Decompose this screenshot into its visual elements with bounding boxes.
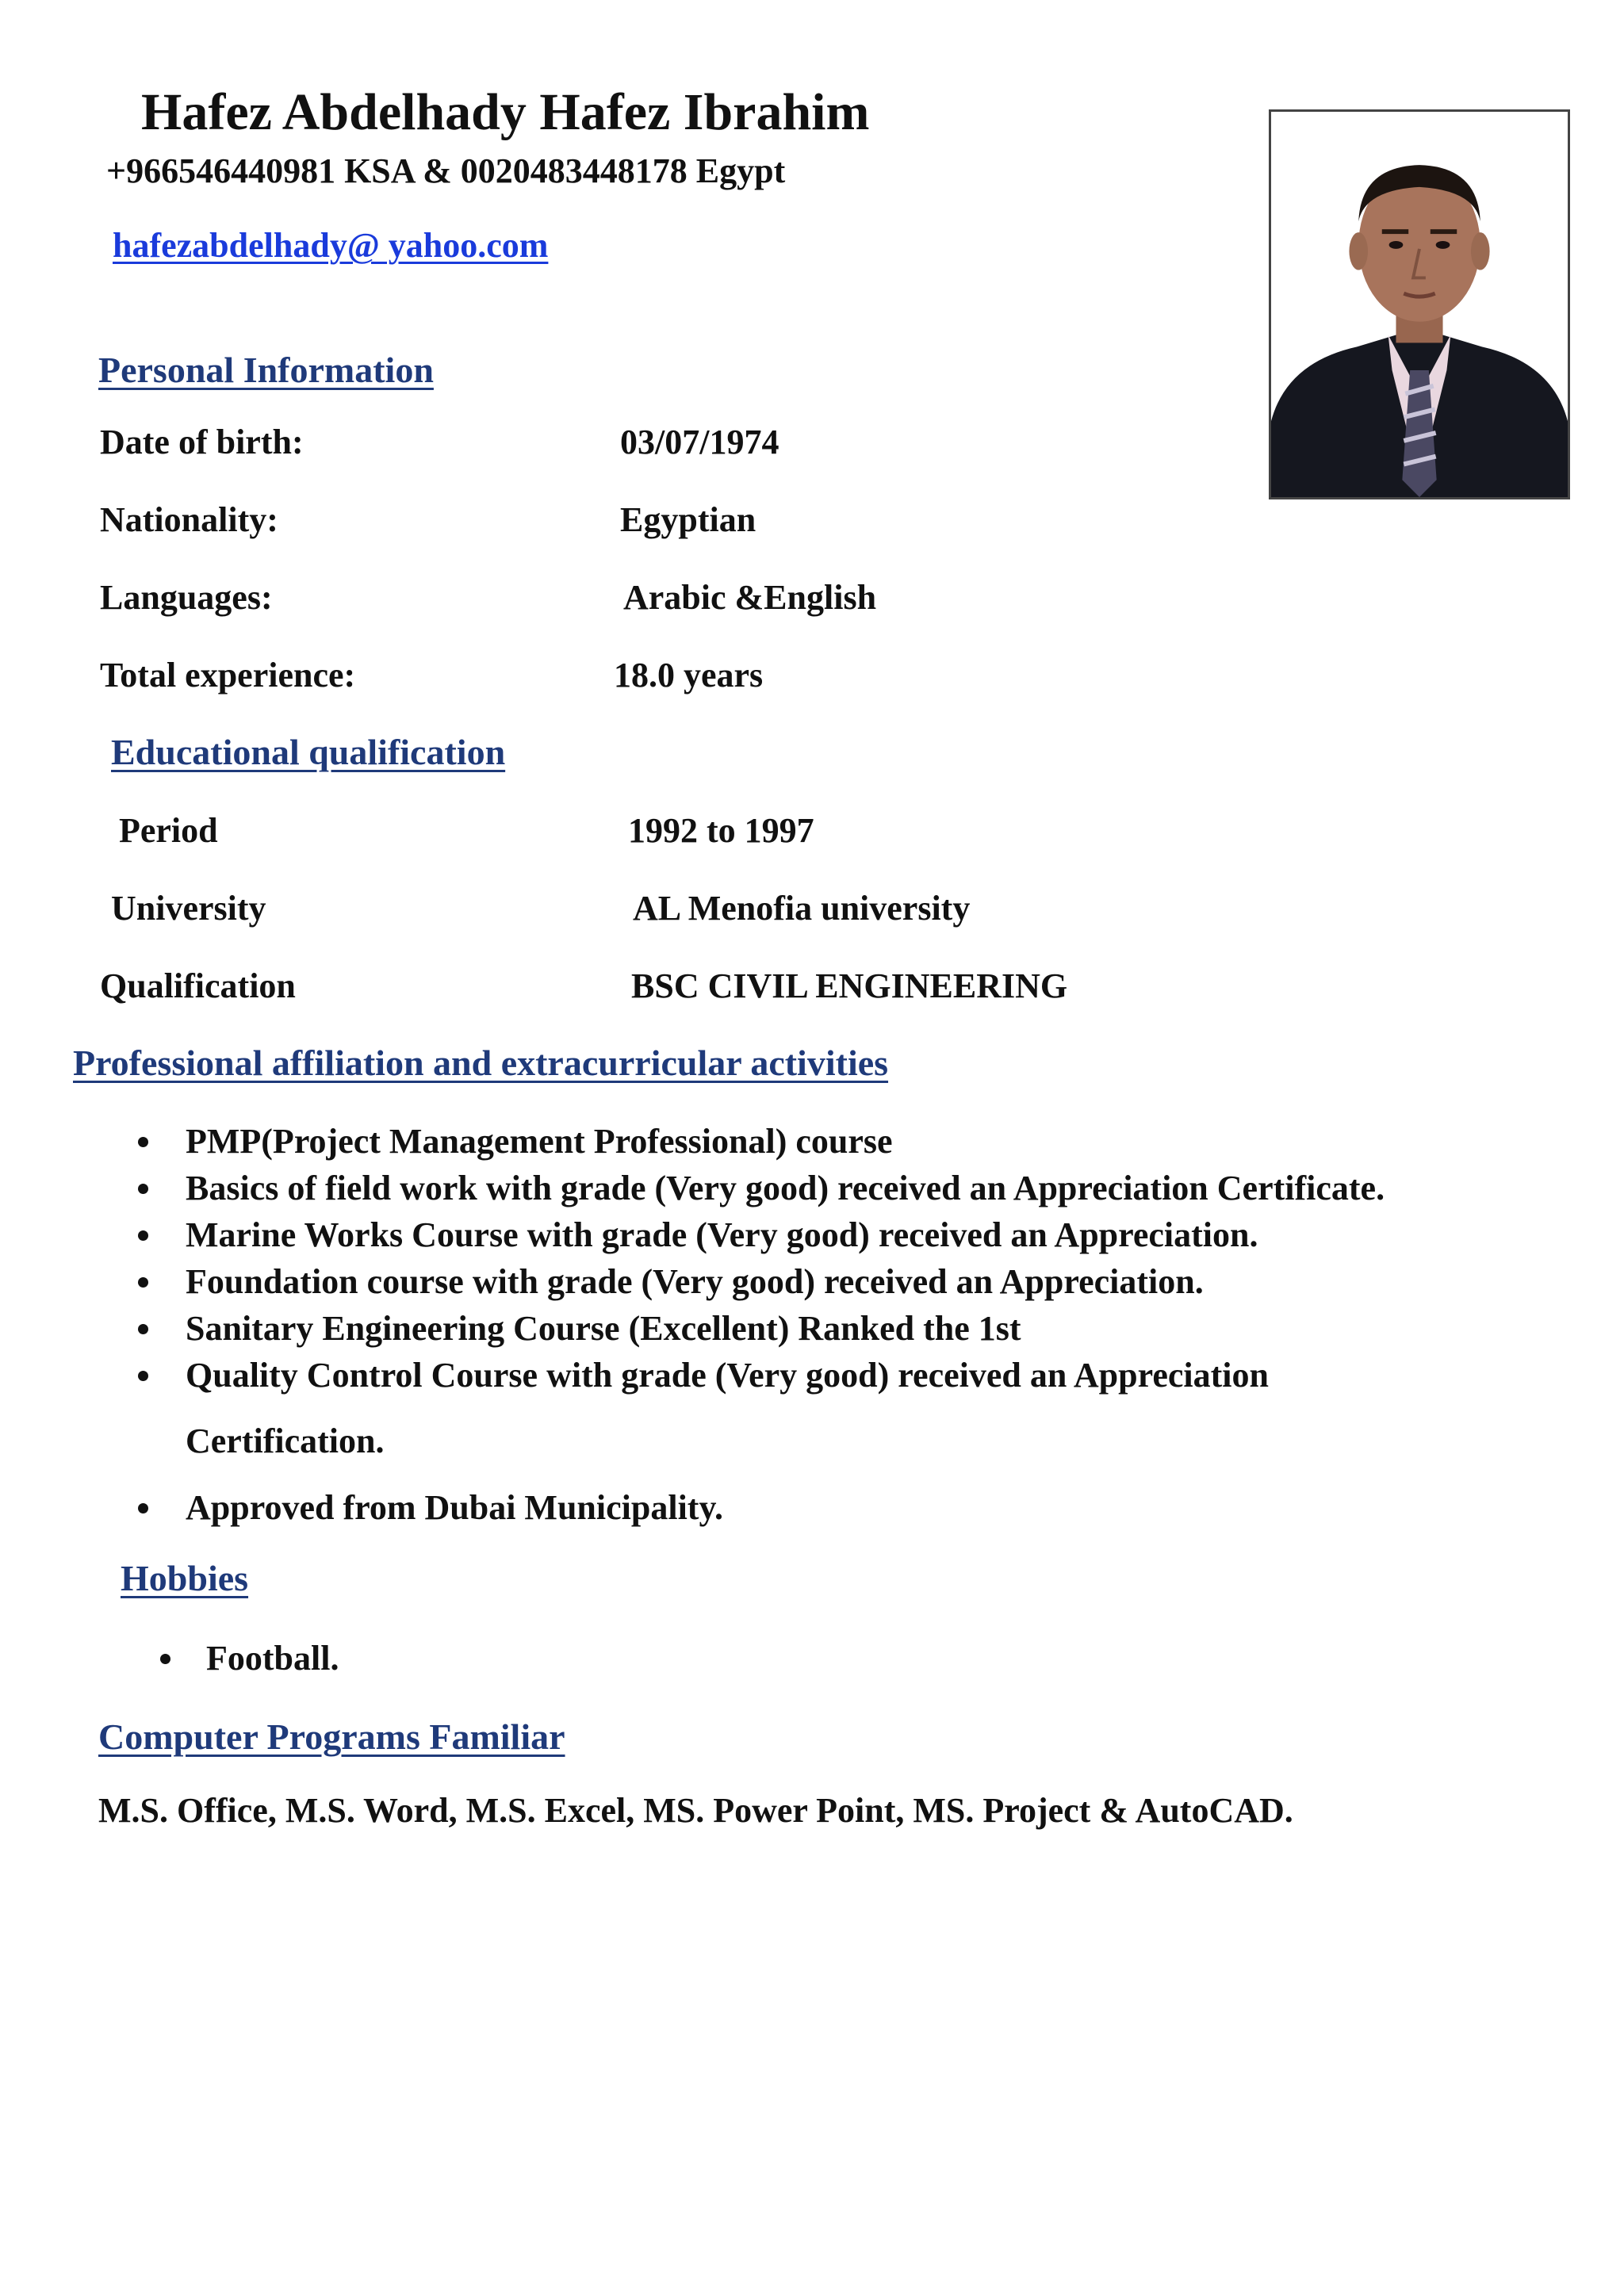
languages-label: Languages: [100, 578, 273, 617]
bullet-icon [138, 1230, 148, 1241]
experience-label: Total experience: [100, 656, 356, 695]
professional-heading: Professional affiliation and extracurricular activities [73, 1043, 889, 1083]
period-value: 1992 to 1997 [628, 811, 814, 850]
personal-info-heading: Personal Information [98, 350, 434, 390]
education-heading: Educational qualification [111, 732, 506, 772]
computer-heading: Computer Programs Familiar [98, 1716, 565, 1757]
profile-photo [1269, 109, 1570, 499]
university-value: AL Menofia university [633, 889, 971, 928]
list-item-continuation: Certification. [186, 1422, 385, 1460]
period-label: Period [119, 811, 218, 850]
hobbies-heading: Hobbies [121, 1558, 249, 1598]
bullet-icon [138, 1137, 148, 1147]
list-item: Approved from Dubai Municipality. [186, 1488, 724, 1527]
dob-label: Date of birth: [100, 423, 304, 461]
list-item: Marine Works Course with grade (Very good) received an Appreciation. [186, 1215, 1258, 1254]
bullet-icon [138, 1371, 148, 1381]
qualification-value: BSC CIVIL ENGINEERING [631, 966, 1068, 1005]
email-link[interactable]: hafezabdelhady@ yahoo.com [113, 226, 549, 265]
list-item: Foundation course with grade (Very good) received an Appreciation. [186, 1262, 1204, 1301]
list-item: Quality Control Course with grade (Very good) received an Appreciation [186, 1356, 1269, 1395]
list-item: PMP(Project Management Professional) course [186, 1122, 893, 1161]
nationality-label: Nationality: [100, 500, 278, 539]
bullet-icon [138, 1277, 148, 1288]
list-item: Basics of field work with grade (Very good) received an Appreciation Certificate. [186, 1169, 1385, 1207]
bullet-icon [138, 1324, 148, 1334]
bullet-icon [138, 1184, 148, 1194]
dob-value: 03/07/1974 [620, 423, 779, 461]
experience-value: 18.0 years [614, 656, 764, 695]
bullet-icon [138, 1503, 148, 1513]
list-item: Sanitary Engineering Course (Excellent) Ranked the 1st [186, 1309, 1021, 1348]
university-label: University [111, 889, 266, 928]
candidate-name: Hafez Abdelhady Hafez Ibrahim [141, 83, 870, 141]
hobby-item: Football. [206, 1639, 339, 1678]
bullet-icon [160, 1654, 170, 1664]
languages-value: Arabic &English [623, 578, 877, 617]
phone-numbers: +966546440981 KSA & 0020483448178 Egypt [106, 151, 786, 190]
qualification-label: Qualification [100, 966, 296, 1005]
computer-programs-text: M.S. Office, M.S. Word, M.S. Excel, MS. Power Point, MS. Project & AutoCAD. [98, 1791, 1293, 1830]
nationality-value: Egyptian [620, 500, 756, 539]
